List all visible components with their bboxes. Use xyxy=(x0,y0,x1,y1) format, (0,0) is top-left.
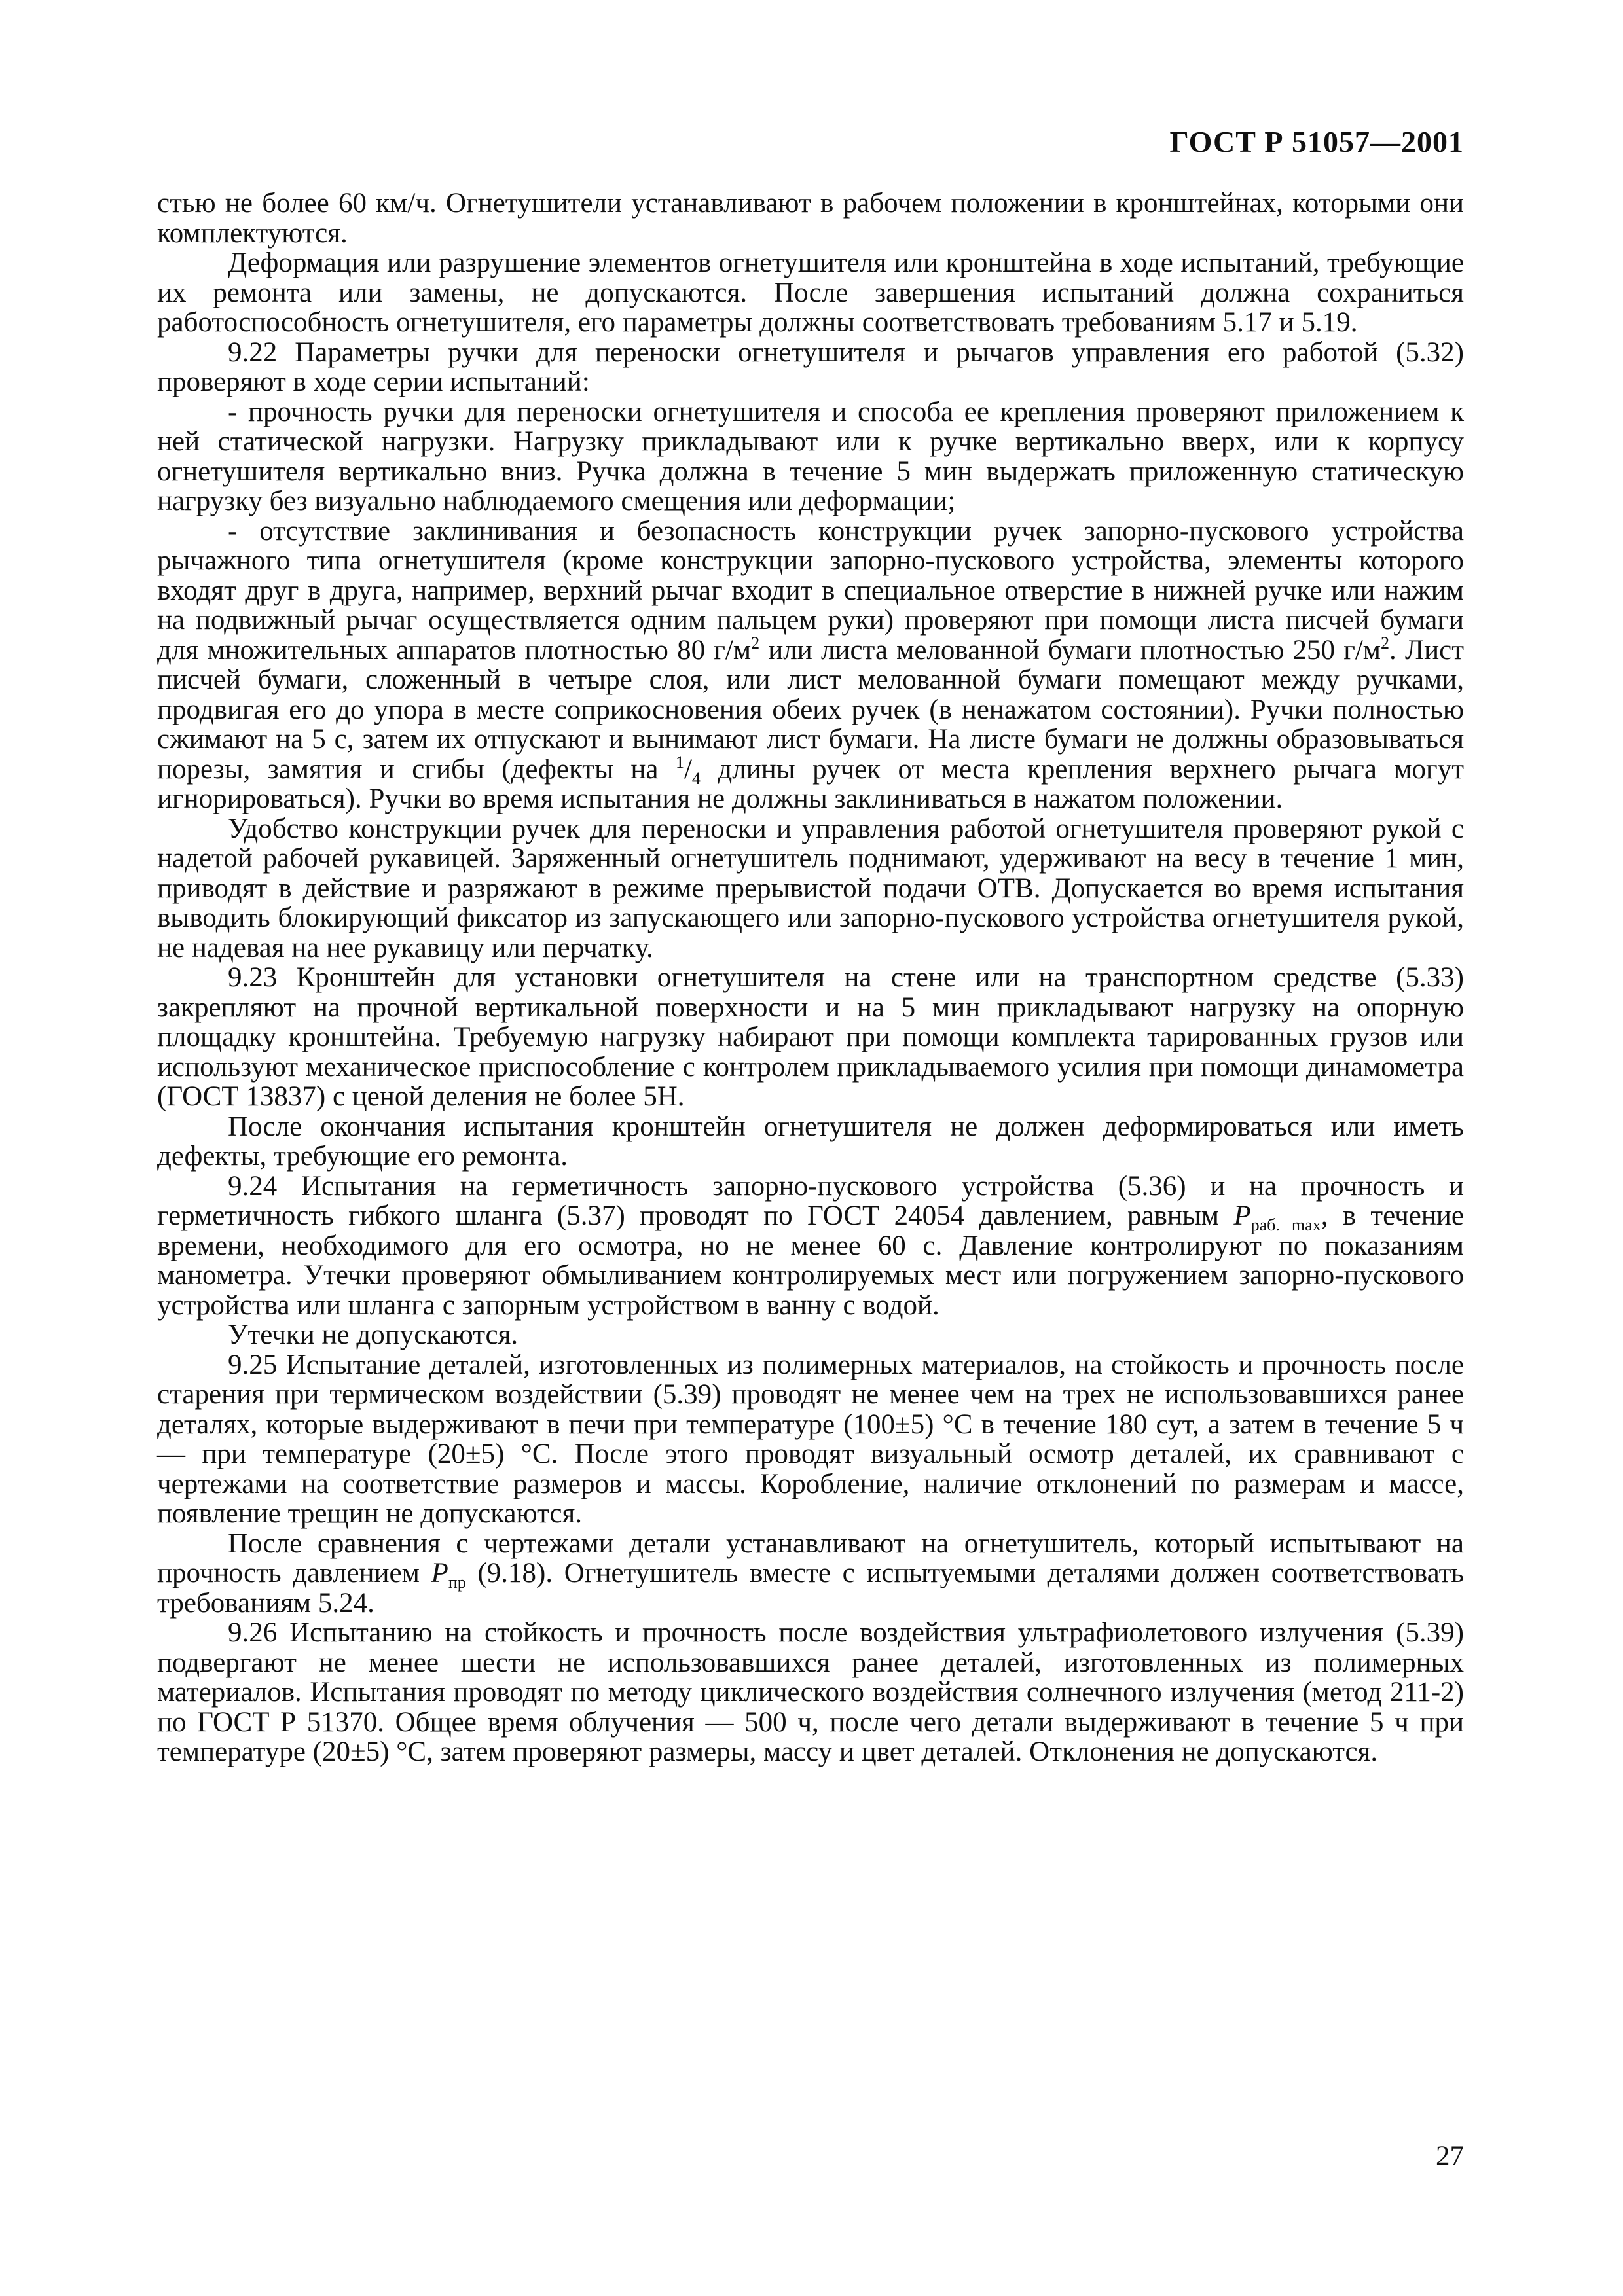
document-body xyxy=(157,188,1464,1767)
paragraph-handle-strength: - прочность ручки для переноски огнетушителя и способа ее крепления проверяют приложением к ней статической нагрузки. Нагрузку прикладывают или к ручке вертикально вверх, или к корпусу огнетушителя вертикально вниз. Ручка должна в течение 5 мин выдержать приложенную статическую нагрузку без визуально наблюдаемого смещения или деформации; xyxy=(157,396,1464,516)
fraction-denominator: 4 xyxy=(691,768,701,788)
fraction-slash: / xyxy=(684,753,692,785)
text-segment: - отсутствие заклинивания и безопасность конструкции ручек запорно-пускового устройства рычажного типа огнетушителя (кроме конструкции запорно-пускового устройства, элементы которого входят друг в друга, например, верхний рычаг входит в специальное отверстие в нижней ручке или нажим на подвижный рычаг осуществляется одним пальцем руки) проверяют при помощи листа писчей бумаги для множительных аппаратов плотностью 80 г/м xyxy=(157,515,1464,666)
pressure-subscript: раб. max xyxy=(1250,1215,1321,1234)
paragraph-handle-jamming xyxy=(157,516,1464,814)
paragraph-9-22: 9.22 Параметры ручки для переноски огнетушителя и рычагов управления его работой (5.32) проверяют в ходе серии испытаний: xyxy=(157,336,1464,397)
document-header: ГОСТ Р 51057—2001 xyxy=(1169,125,1464,158)
text-segment: , в течение времени, необходимого для его осмотра, но не менее 60 с. Давление контролируют по показаниям манометра. Утечки проверяют обмыливанием контролируемых мест или погружением запорно-пускового устройства или шланга с запорным устройством в ванну с водой. xyxy=(157,1200,1464,1321)
paragraph-9-25: 9.25 Испытание деталей, изготовленных из полимерных материалов, на стойкость и прочность после старения при термическом воздействии (5.39) проводят не менее чем на трех не использовавшихся ранее деталях, которые выдерживают в печи при температуре (100±5) °С в течение 180 сут, а затем в течение 5 ч — при температуре (20±5) °С. После этого проводят визуальный осмотр деталей, их сравнивают с чертежами на соответствие размеров и массы. Коробление, наличие отклонений по размерам и массе, появление трещин не допускаются. xyxy=(157,1349,1464,1529)
text-segment: или листа мелованной бумаги плотностью 250 г/м xyxy=(759,634,1381,666)
paragraph-9-23: 9.23 Кронштейн для установки огнетушителя на стене или на транспортном средстве (5.33) закрепляют на прочной вертикальной поверхности и на 5 мин прикладывают нагрузку на опорную площадку кронштейна. Требуемую нагрузку набирают при помощи комплекта тарированных грузов или используют механическое приспособление с контролем прикладываемого усилия при помощи динамометра (ГОСТ 13837) с ценой деления не более 5Н. xyxy=(157,962,1464,1112)
paragraph-9-26: 9.26 Испытанию на стойкость и прочность после воздействия ультрафиолетового излучения (5.39) подвергают не менее шести не использовавшихся ранее деталей, изготовленных из полимерных материалов. Испытания проводят по методу циклического воздействия солнечного излучения (метод 211-2) по ГОСТ Р 51370. Общее время облучения — 500 ч, после чего детали выдерживают в течение 5 ч при температуре (20±5) °С, затем проверяют размеры, массу и цвет деталей. Отклонения не допускаются. xyxy=(157,1617,1464,1767)
paragraph-9-24 xyxy=(157,1172,1464,1321)
paragraph-drawings xyxy=(157,1529,1464,1619)
page-number: 27 xyxy=(1436,2141,1464,2172)
text-segment: 9.24 Испытания на герметичность запорно-пускового устройства (5.36) и на прочность и герметичность гибкого шланга (5.37) проводят по ГОСТ 24054 давлением, равным xyxy=(157,1170,1464,1231)
text-segment: длины ручек от места крепления верхнего рычага могут игнорироваться). Ручки во время испытания не должны заклиниваться в нажатом положении. xyxy=(157,753,1464,814)
text-segment: После сравнения с чертежами детали устанавливают на огнетушитель, который испытывают на прочность давлением xyxy=(157,1528,1464,1588)
superscript: 2 xyxy=(1381,633,1389,653)
fraction-numerator: 1 xyxy=(675,752,684,772)
pressure-subscript: пр xyxy=(448,1573,466,1592)
pressure-symbol: P xyxy=(431,1558,448,1588)
paragraph-bracket-result: После окончания испытания кронштейн огнетушителя не должен деформироваться или иметь дефекты, требующие его ремонта. xyxy=(157,1111,1464,1172)
superscript: 2 xyxy=(751,633,760,653)
text-segment: . Лист писчей бумаги, сложенный в четыре слоя, или лист мелованной бумаги помещают между ручками, продвигая его до упора в месте соприкосновения обеих ручек (в ненажатом состоянии). Ручки полностью сжимают на 5 с, затем их отпускают и вынимают лист бумаги. На листе бумаги не должны образовываться порезы, замятия и сгибы (дефекты на xyxy=(157,634,1464,785)
paragraph-deformation: Деформация или разрушение элементов огнетушителя или кронштейна в ходе испытаний, требующие их ремонта или замены, не допускаются. После завершения испытаний должна сохраниться работоспособность огнетушителя, его параметры должны соответствовать требованиям 5.17 и 5.19. xyxy=(157,247,1464,338)
paragraph-leaks: Утечки не допускаются. xyxy=(228,1319,519,1350)
pressure-symbol: P xyxy=(1233,1200,1251,1231)
text-segment: (9.18). Огнетушитель вместе с испытуемыми деталями должен соответствовать требованиям 5.24. xyxy=(157,1558,1464,1619)
paragraph-continuation: стью не более 60 км/ч. Огнетушители устанавливают в рабочем положении в кронштейнах, которыми они комплектуются. xyxy=(157,188,1464,249)
paragraph-handle-comfort: Удобство конструкции ручек для переноски и управления работой огнетушителя проверяют рукой с надетой рабочей рукавицей. Заряженный огнетушитель поднимают, удерживают на весу в течение 1 мин, приводят в действие и разряжают в режиме прерывистой подачи ОТВ. Допускается во время испытания выводить блокирующий фиксатор из запускающего или запорно-пускового устройства огнетушителя рукой, не надевая на нее рукавицу или перчатку. xyxy=(157,813,1464,963)
